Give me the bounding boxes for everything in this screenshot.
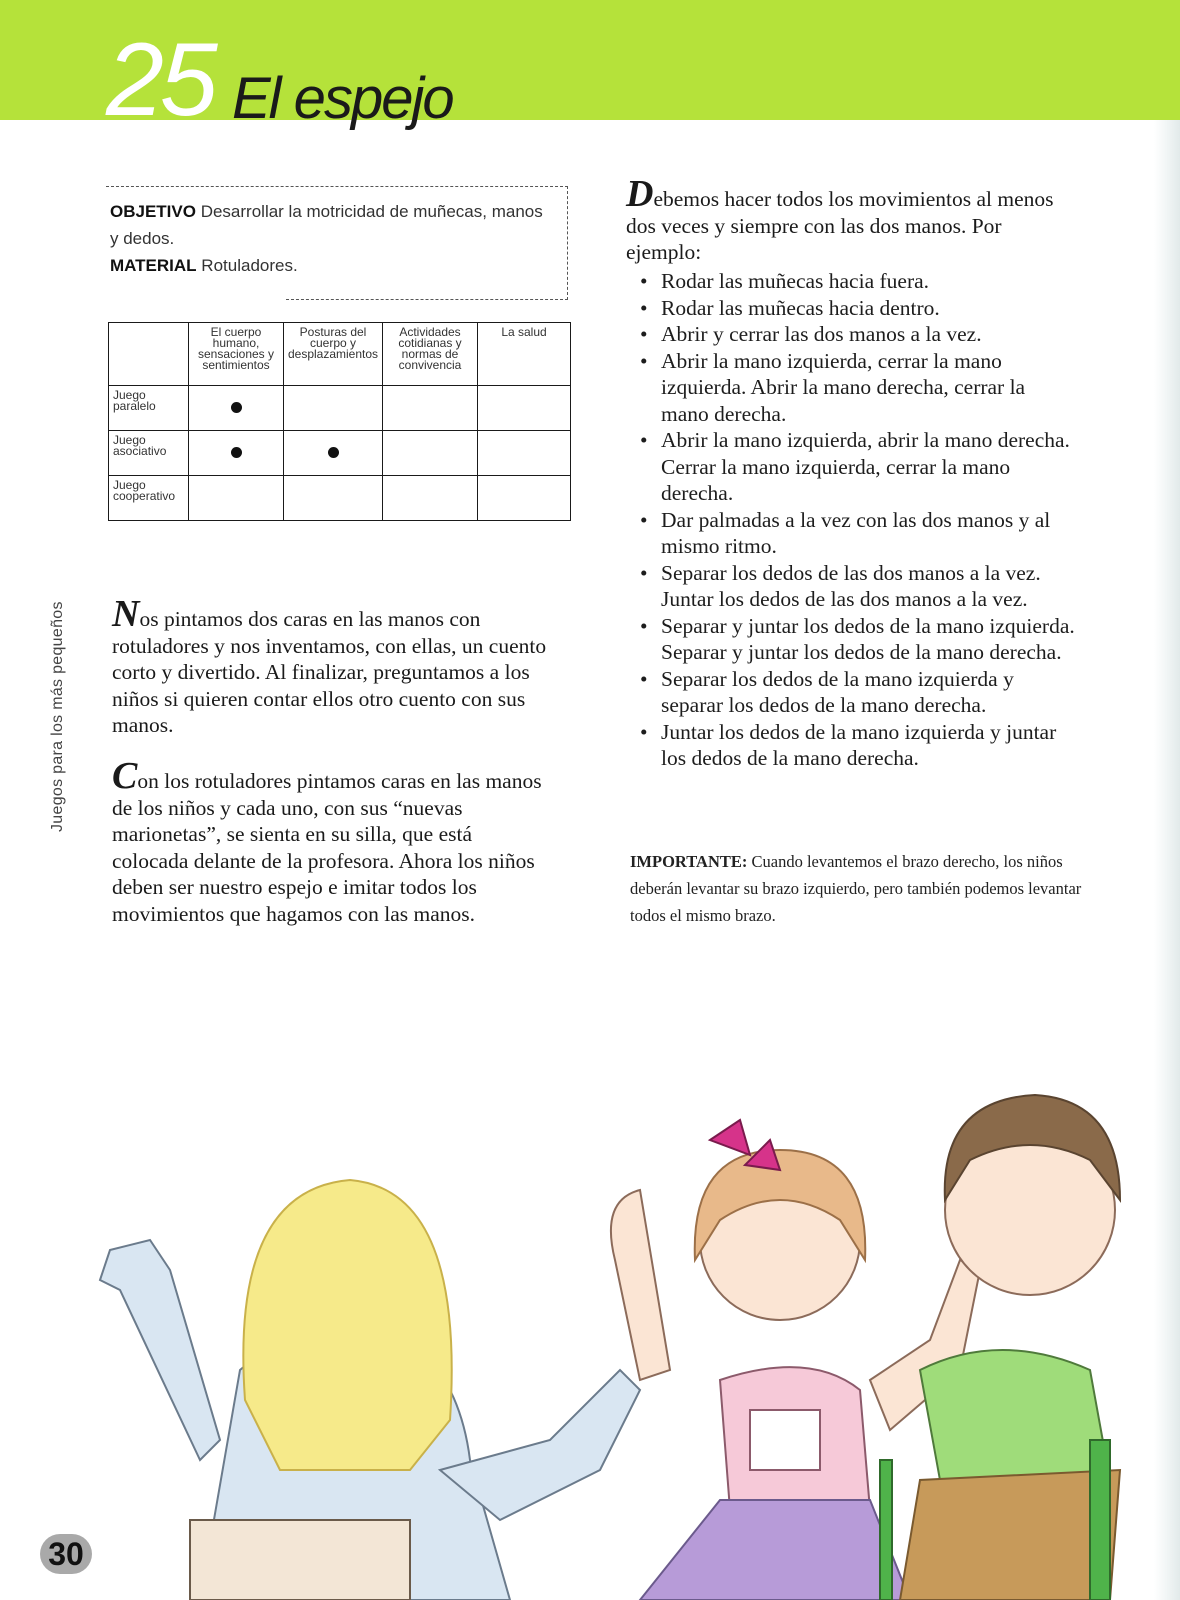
list-item: • Separar los dedos de la mano izquierda y separar los dedos de la mano derecha. — [638, 666, 1078, 719]
lesson-title: El espejo — [232, 66, 453, 131]
page-number: 30 — [40, 1534, 92, 1574]
grid-column-header: Posturas del cuerpo y desplazamientos — [284, 323, 383, 386]
material-label: MATERIAL — [110, 256, 197, 275]
grid-cell — [189, 476, 284, 521]
list-item: • Separar y juntar los dedos de la mano izquierda. Separar y juntar los dedos de la mano derecha. — [638, 613, 1078, 666]
list-item: • Abrir la mano izquierda, cerrar la mano izquierda. Abrir la mano derecha, cerrar la mano derecha. — [638, 348, 1078, 428]
grid-column-header: La salud — [478, 323, 571, 386]
list-item: • Rodar las muñecas hacia fuera. — [638, 268, 1078, 295]
list-item: • Abrir y cerrar las dos manos a la vez. — [638, 321, 1078, 348]
grid-row — [109, 431, 571, 476]
list-item: • Juntar los dedos de la mano izquierda y juntar los dedos de la mano derecha. — [638, 719, 1078, 772]
grid-row — [109, 476, 571, 521]
grid-row-label: Juego cooperativo — [109, 476, 189, 521]
lesson-number: 25 — [106, 22, 214, 138]
grid-cell — [189, 431, 284, 476]
grid-cell — [284, 386, 383, 431]
mark-dot — [328, 447, 339, 458]
movements-list — [638, 268, 1078, 772]
objective-box — [106, 186, 568, 300]
grid-cell — [284, 476, 383, 521]
list-item: • Abrir la mano izquierda, abrir la mano derecha. Cerrar la mano izquierda, cerrar la mano derecha. — [638, 427, 1078, 507]
grid-row-label: Juego paralelo — [109, 386, 189, 431]
grid-row — [109, 386, 571, 431]
objetivo-text: Desarrollar la motricidad de muñecas, manos y dedos. — [110, 202, 543, 248]
grid-cell — [189, 386, 284, 431]
grid-column-header: Actividades cotidianas y normas de convivencia — [383, 323, 478, 386]
paragraph-text: os pintamos dos caras en las manos con rotuladores y nos inventamos, con ellas, un cuento corto y divertido. Al finalizar, preguntamos a los niños si quieren contar ellos otro cuento con sus manos. — [112, 607, 547, 737]
objetivo-label: OBJETIVO — [110, 202, 196, 221]
children-illustration — [80, 1040, 1160, 1600]
grid-header-row — [109, 323, 571, 386]
grid-cell — [284, 431, 383, 476]
intro-paragraph — [112, 593, 552, 739]
classification-grid — [108, 322, 571, 521]
grid-cell — [478, 476, 571, 521]
grid-cell — [478, 386, 571, 431]
list-item: • Separar los dedos de las dos manos a la vez. Juntar los dedos de las dos manos a la vez. — [638, 560, 1078, 613]
list-item: • Rodar las muñecas hacia dentro. — [638, 295, 1078, 322]
mark-dot — [231, 402, 242, 413]
grid-column-header: El cuerpo humano, sensaciones y sentimientos — [189, 323, 284, 386]
important-text: Cuando levantemos el brazo derecho, los niños deberán levantar su brazo izquierdo, pero también podemos levantar todos el mismo brazo. — [630, 852, 1082, 925]
drop-cap: N — [112, 593, 140, 635]
grid-cell — [383, 431, 478, 476]
movements-intro — [626, 173, 1066, 266]
important-label: IMPORTANTE: — [630, 852, 748, 871]
material-text: Rotuladores. — [201, 256, 298, 275]
grid-cell — [478, 431, 571, 476]
grid-row-label: Juego asociativo — [109, 431, 189, 476]
grid-cell — [383, 476, 478, 521]
paragraph-text: on los rotuladores pintamos caras en las manos de los niños y cada uno, con sus “nuevas marionetas”, se sienta en su silla, que está colocada delante de la profesora. Ahora los niños deben ser nuestro espejo e imitar todos los movimientos que hagamos con las manos. — [112, 769, 542, 926]
grid-corner-cell — [109, 323, 189, 386]
important-note — [630, 848, 1086, 929]
list-item: • Dar palmadas a la vez con las dos manos y al mismo ritmo. — [638, 507, 1078, 560]
side-label: Juegos para los más pequeños — [49, 601, 66, 832]
paragraph-text: ebemos hacer todos los movimientos al menos dos veces y siempre con las dos manos. Por ejemplo: — [626, 187, 1054, 264]
drop-cap: C — [112, 755, 138, 797]
mark-dot — [231, 447, 242, 458]
drop-cap: D — [626, 173, 654, 215]
procedure-paragraph — [112, 755, 552, 927]
grid-cell — [383, 386, 478, 431]
